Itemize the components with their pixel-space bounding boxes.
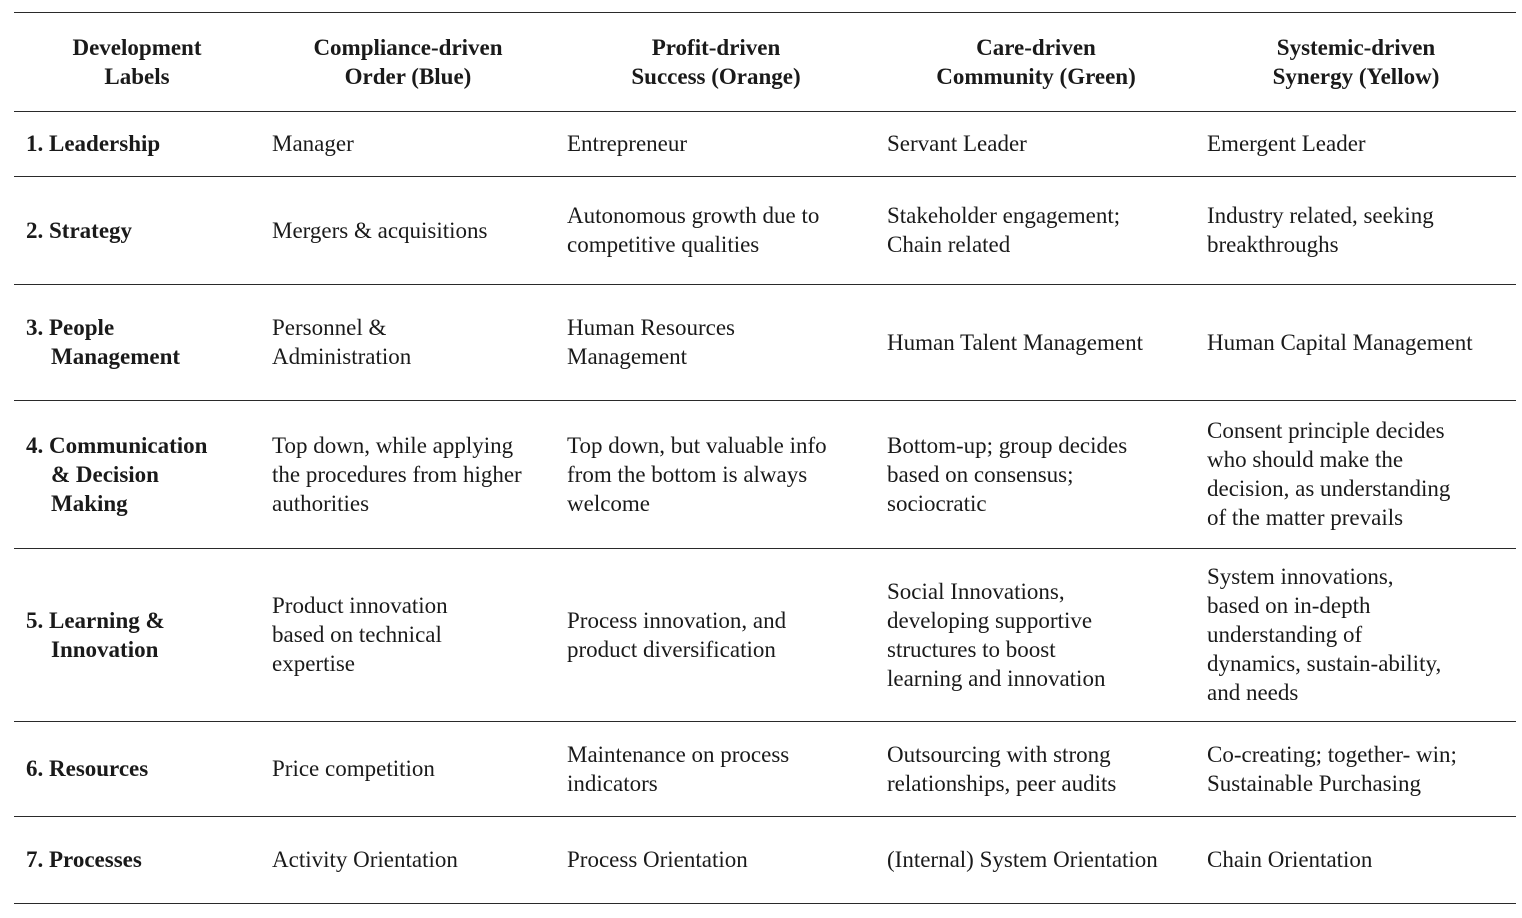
table-cell: Top down, but valuable info from the bottom is always welcome [567, 432, 827, 516]
bottom-rule [14, 903, 1516, 904]
header-text: Compliance-driven Order (Blue) [313, 34, 503, 89]
table-cell: Mergers & acquisitions [272, 217, 488, 243]
table-cell: Entrepreneur [567, 131, 688, 156]
table-cell: Co-creating; together- win; Sustainable Purchasing [1207, 741, 1457, 796]
header-text: Systemic-driven Synergy (Yellow) [1272, 34, 1440, 89]
table-cell: Activity Orientation [272, 847, 458, 872]
row-label-communication: 4. Communication & Decision Making [26, 432, 208, 516]
table-cell: Process Orientation [567, 847, 748, 872]
header-blue [260, 12, 556, 111]
header-orange [556, 12, 876, 111]
table-cell: Human Resources Management [567, 315, 735, 369]
row-label-resources: 6. Resources [26, 756, 149, 781]
header-text: Care-driven Community (Green) [936, 34, 1136, 89]
table-cell: Bottom-up; group decides based on consensus; sociocratic [887, 432, 1128, 516]
row-label-people-management: 3. People Management [26, 315, 181, 369]
table-cell: Maintenance on process indicators [567, 741, 790, 796]
table-cell: Consent principle decides who should make the decision, as understanding of the matter prevails [1207, 418, 1451, 530]
table-cell: Manager [272, 131, 354, 156]
table-cell: Emergent Leader [1207, 131, 1366, 156]
table-cell: Top down, while applying the procedures from higher authorities [272, 432, 522, 516]
header-yellow [1196, 12, 1516, 111]
table-cell: Chain Orientation [1207, 847, 1373, 872]
table-cell: Personnel & Administration [272, 315, 412, 369]
header-text: Profit-driven Success (Orange) [631, 34, 801, 89]
table-cell: System innovations, based on in-depth understanding of dynamics, sustain-ability, and needs [1207, 564, 1442, 705]
table-cell: Outsourcing with strong relationships, peer audits [887, 741, 1117, 796]
header-text: Development Labels [72, 34, 202, 89]
table-cell: Human Talent Management [887, 329, 1143, 355]
table-cell: Human Capital Management [1207, 329, 1473, 355]
table-cell: Price competition [272, 756, 435, 781]
header-development-labels [14, 12, 260, 111]
table-cell: Servant Leader [887, 131, 1027, 156]
row-label-strategy: 2. Strategy [26, 217, 133, 243]
table-cell: Autonomous growth due to competitive qualities [567, 203, 820, 257]
row-label-leadership: 1. Leadership [26, 131, 161, 156]
table-cell: Product innovation based on technical expertise [272, 593, 448, 676]
row-label-learning-innovation: 5. Learning & Innovation [26, 607, 165, 662]
table-cell: Social Innovations, developing supportive structures to boost learning and innovation [887, 578, 1106, 691]
row-label-processes: 7. Processes [26, 847, 142, 872]
header-green [876, 12, 1196, 111]
table-cell: Industry related, seeking breakthroughs [1207, 203, 1434, 257]
table-cell: (Internal) System Orientation [887, 847, 1158, 872]
table-cell: Stakeholder engagement; Chain related [887, 203, 1121, 257]
table-cell: Process innovation, and product diversification [567, 607, 787, 662]
